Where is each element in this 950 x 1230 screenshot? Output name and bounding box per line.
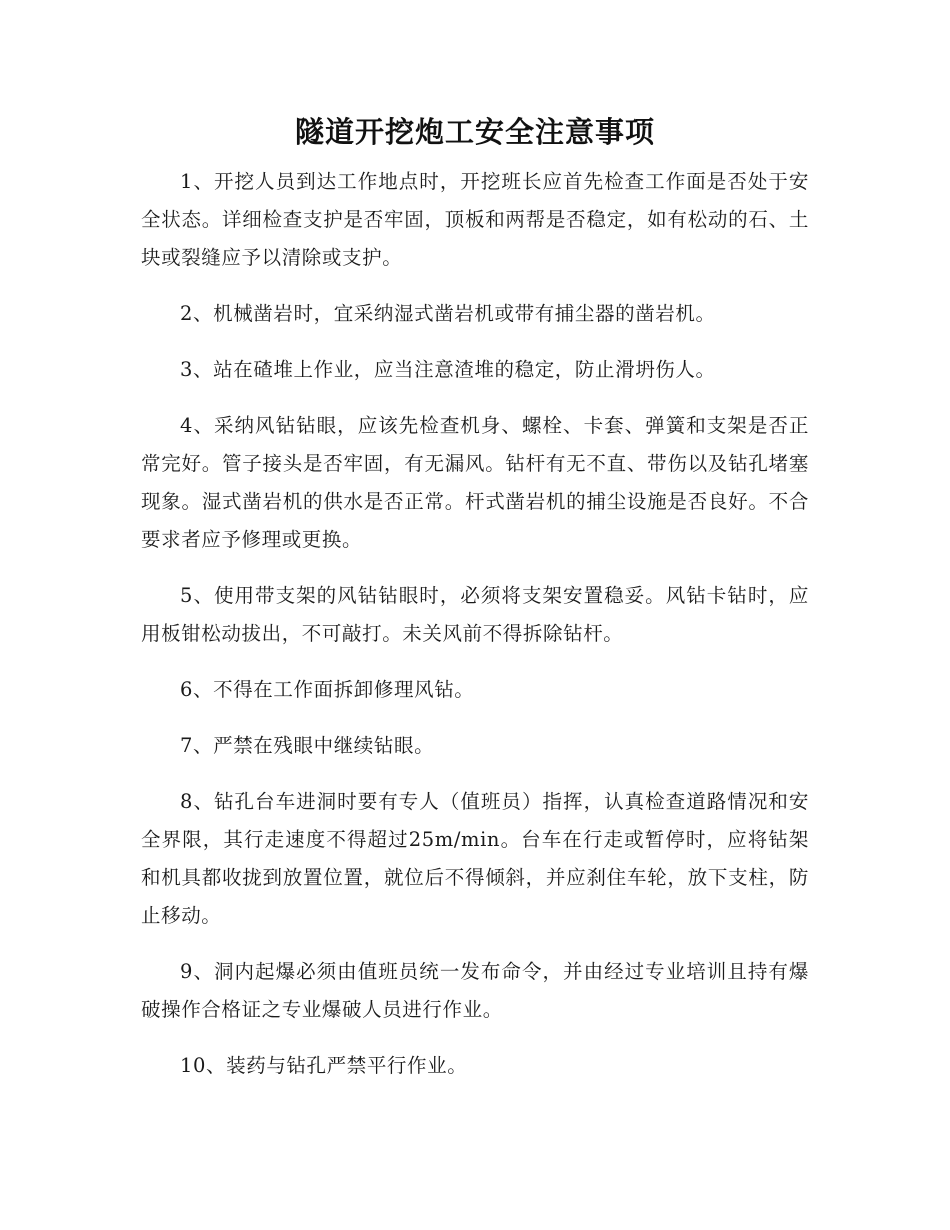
paragraph-9: 9、洞内起爆必须由值班员统一发布命令，并由经过专业培训且持有爆破操作合格证之专业爆破人员进行作业。 (141, 960, 809, 1021)
paragraph-4: 4、采纳风钻钻眼，应该先检查机身、螺栓、卡套、弹簧和支架是否正常完好。管子接头是否牢固，有无漏风。钻杆有无不直、带伤以及钻孔堵塞现象。湿式凿岩机的供水是否正常。杆式凿岩机的捕尘设施是否良好。不合要求者应予修理或更换。 (141, 414, 809, 551)
document-title: 隧道开挖炮工安全注意事项 (294, 115, 655, 149)
paragraph-10: 10、装药与钻孔严禁平行作业。 (180, 1054, 468, 1077)
document-body (141, 163, 809, 1103)
paragraph-5: 5、使用带支架的风钻钻眼时，必须将支架安置稳妥。风钻卡钻时，应用板钳松动拔出，不可敲打。未关风前不得拆除钻杆。 (141, 584, 809, 645)
paragraph-6: 6、不得在工作面拆卸修理风钻。 (180, 678, 475, 701)
paragraph-1: 1、开挖人员到达工作地点时，开挖班长应首先检查工作面是否处于安全状态。详细检查支护是否牢固，顶板和两帮是否稳定，如有松动的石、土块或裂缝应予以清除或支护。 (141, 170, 809, 269)
paragraph-8: 8、钻孔台车进洞时要有专人（值班员）指挥，认真检查道路情况和安全界限，其行走速度不得超过25m/min。台车在行走或暂停时，应将钻架和机具都收拢到放置位置，就位后不得倾斜，并应刹住车轮，放下支柱，防止移动。 (141, 790, 809, 927)
paragraph-2: 2、机械凿岩时，宜采纳湿式凿岩机或带有捕尘器的凿岩机。 (180, 302, 716, 325)
paragraph-7: 7、严禁在残眼中继续钻眼。 (180, 734, 435, 757)
paragraph-3: 3、站在碴堆上作业，应当注意渣堆的稳定，防止滑坍伤人。 (180, 358, 716, 381)
